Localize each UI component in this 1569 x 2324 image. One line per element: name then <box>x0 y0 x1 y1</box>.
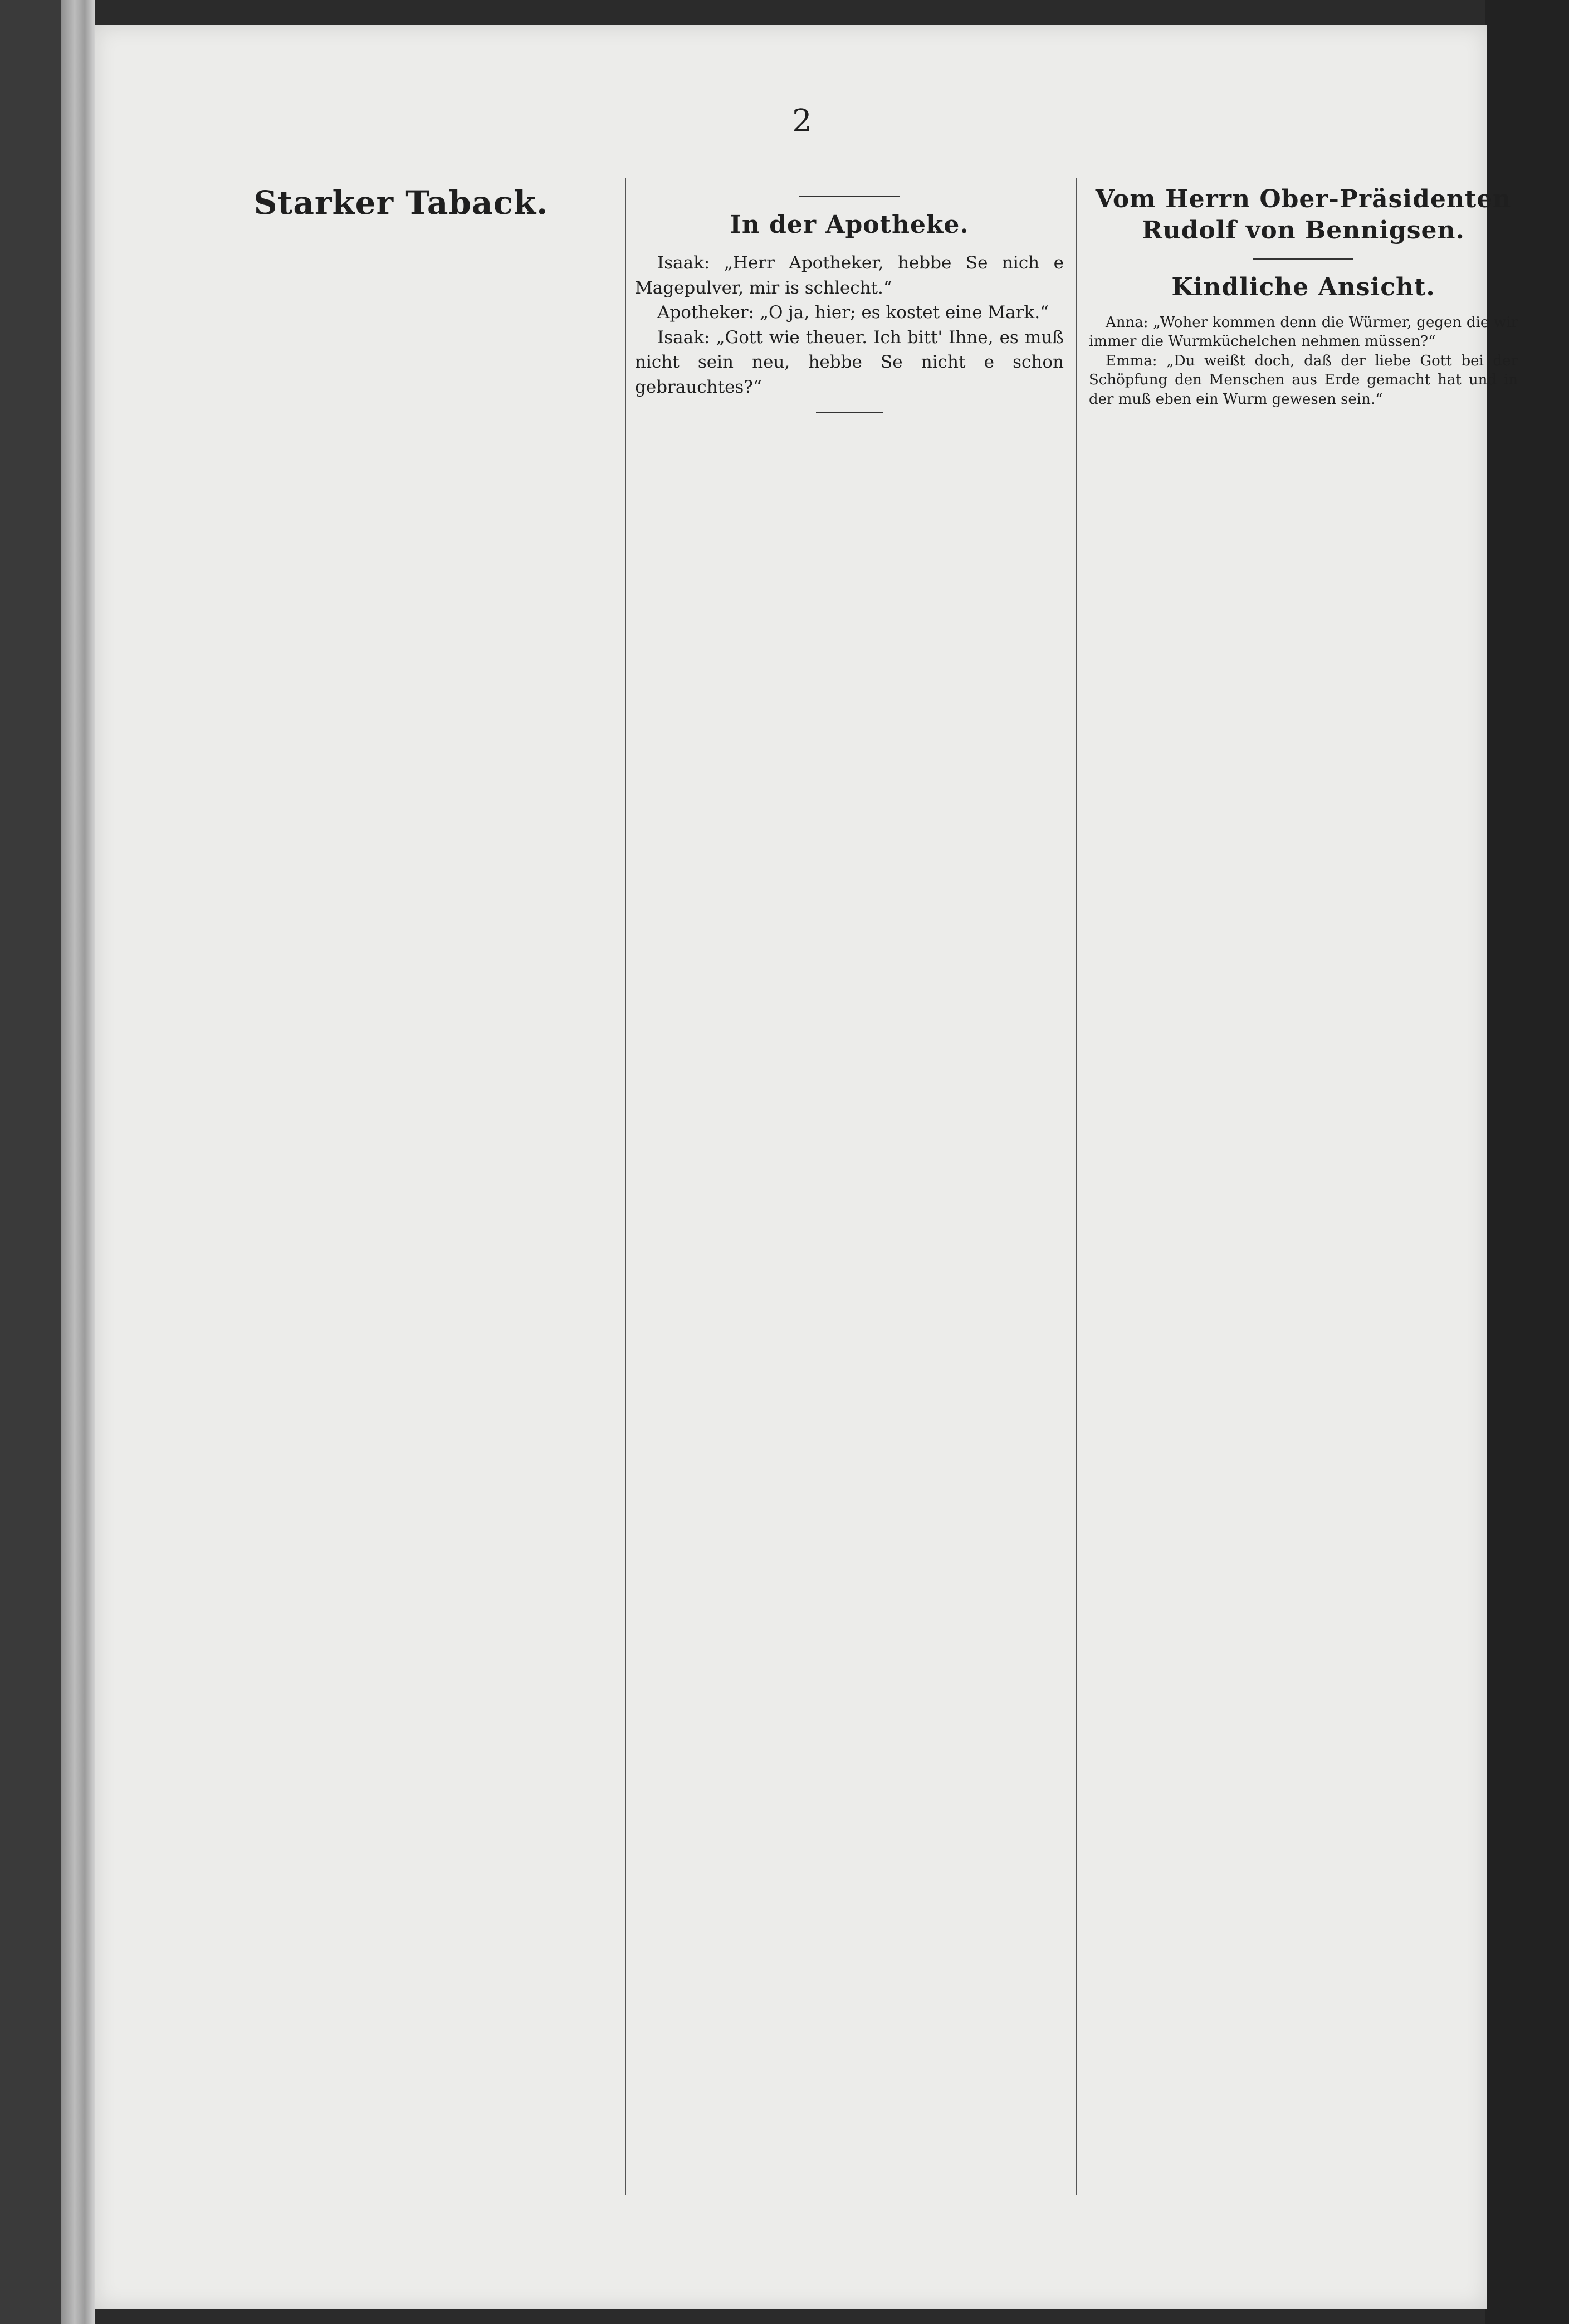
paragraph: Isaak: „Gott wie theuer. Ich bitt' Ihne, es muß nicht sein neu, hebbe Se nicht e schon gebrauchtes?“ <box>635 327 1064 397</box>
page-stack-edge <box>61 0 95 2324</box>
article-headline-kindliche-ansicht: Kindliche Ansicht. <box>1171 273 1435 301</box>
section-separator <box>799 196 900 197</box>
article-headline-starker-taback: Starker Taback. <box>253 184 549 222</box>
column-1 <box>189 184 613 2223</box>
column-rule <box>1076 178 1077 2195</box>
column-rule <box>625 178 626 2195</box>
paragraph: Apotheker: „O ja, hier; es kostet eine Mark.“ <box>657 302 1049 323</box>
end-separator <box>816 412 883 413</box>
article-body-kindliche-ansicht <box>1089 313 1518 409</box>
section-separator <box>1253 258 1353 260</box>
scanner-edge <box>0 0 61 2324</box>
paragraph: Anna: „Woher kommen denn die Würmer, gegen die wir immer die Wurmküchelchen nehmen müssen?“ <box>1089 314 1518 350</box>
article-body-apotheke <box>635 251 1064 400</box>
paragraph: Isaak: „Herr Apotheker, hebbe Se nich e Magepulver, mir is schlecht.“ <box>635 253 1064 298</box>
page-number: 2 <box>792 103 812 139</box>
article-headline-bennigsen: Vom Herrn Ober-Präsidenten Rudolf von Bennigsen. <box>1095 185 1512 245</box>
column-2 <box>635 184 1064 2223</box>
column-3 <box>1089 184 1518 2223</box>
article-headline-apotheke: In der Apotheke. <box>730 211 969 239</box>
paragraph: Emma: „Du weißt doch, daß der liebe Gott bei der Schöpfung den Menschen aus Erde gemacht hat und in der muß eben ein Wurm gewesen sein.“ <box>1089 352 1518 408</box>
